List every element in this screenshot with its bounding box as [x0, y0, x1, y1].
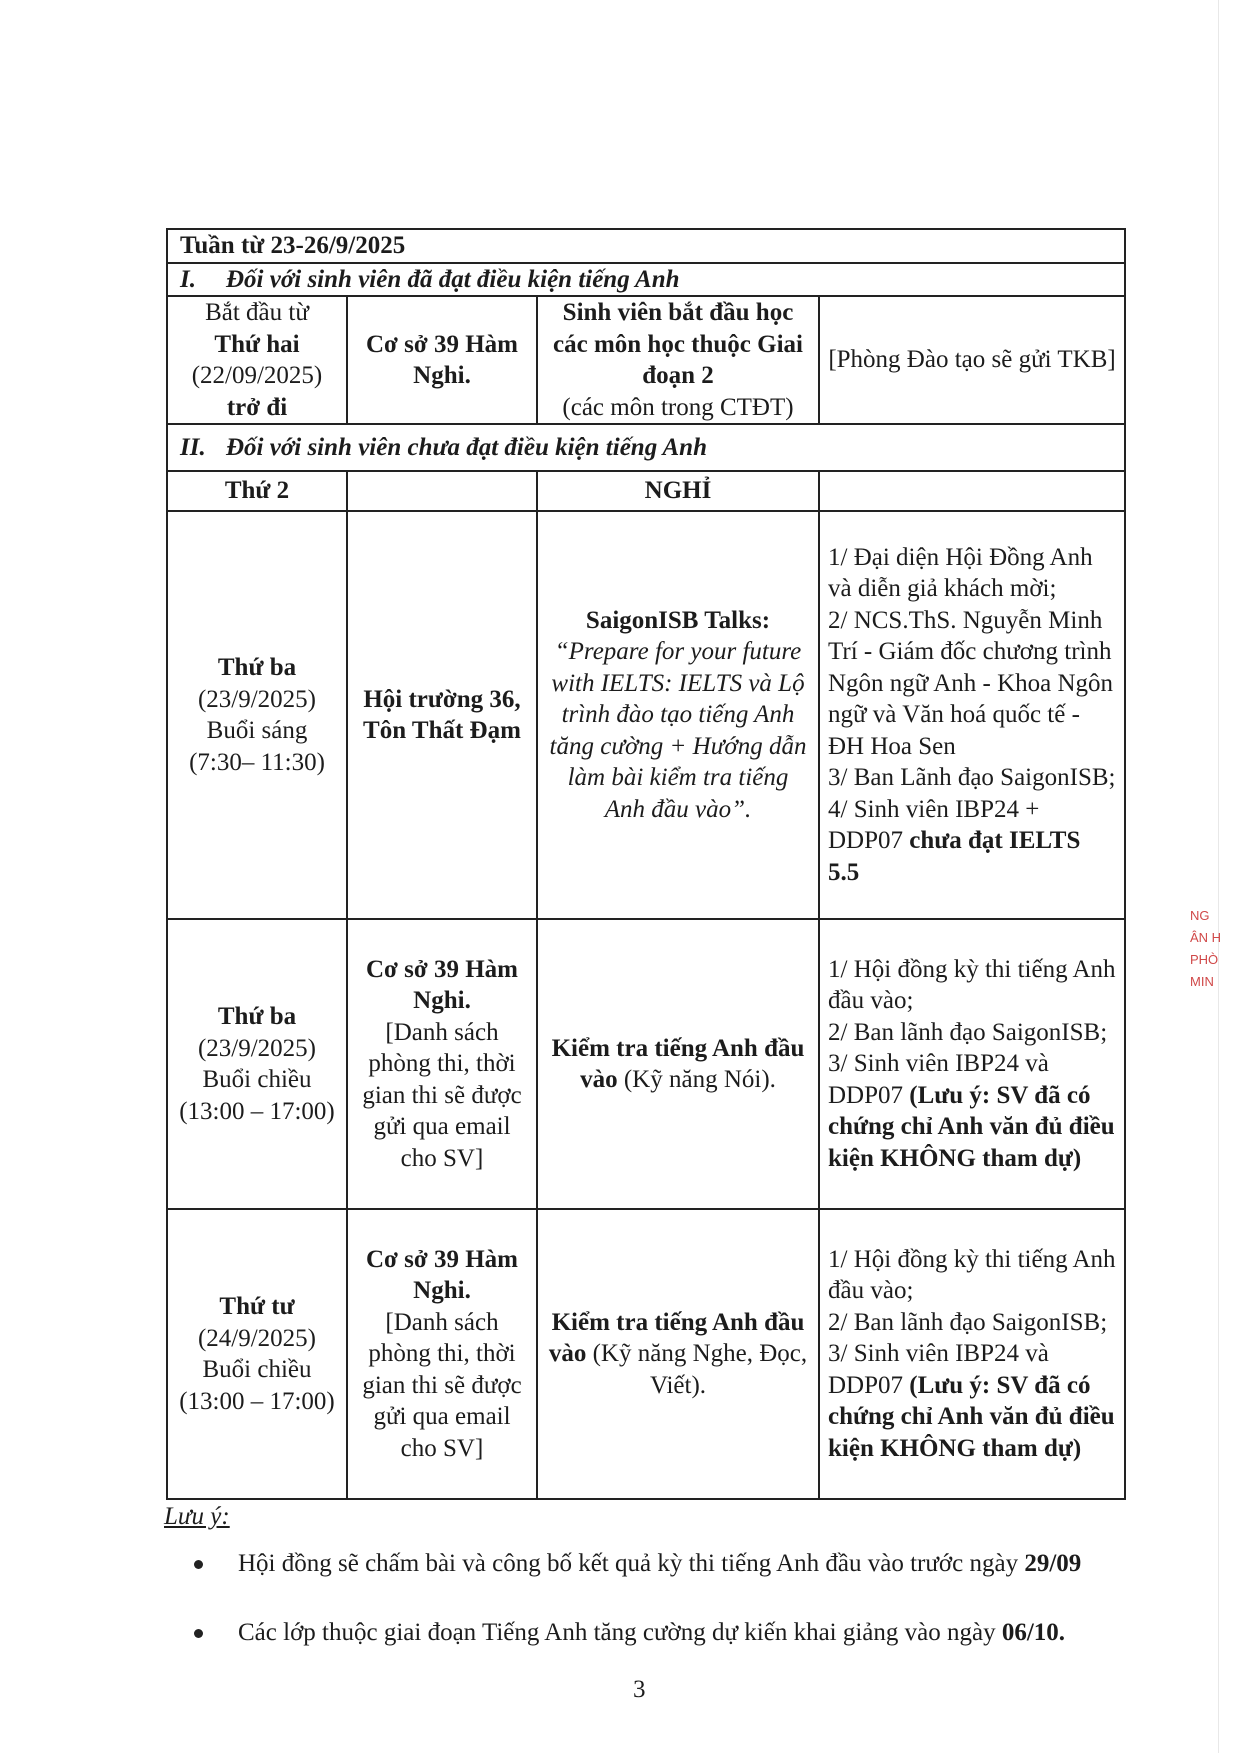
row-tuesday-morning	[167, 511, 1125, 919]
wed-pm-day: Thứ tư	[219, 1293, 295, 1320]
tue-am-content-cell	[537, 511, 819, 919]
wed-pm-session: Buổi chiều	[202, 1356, 312, 1383]
row1-place: Cơ sở 39 Hàm Nghi.	[347, 296, 537, 424]
week-row	[167, 229, 1125, 263]
bullet-item-results	[206, 1548, 1081, 1579]
tue-pm-participant-2: 2/ Ban lãnh đạo SaigonISB;	[828, 1018, 1108, 1046]
wed-pm-participant-3	[828, 1338, 1116, 1464]
row1-content-bold: Sinh viên bắt đầu học các môn học thuộc Giai đoạn 2	[553, 299, 803, 389]
tue-am-participant-4-bold: chưa đạt IELTS 5.5	[828, 827, 1081, 886]
bullet-dot-icon	[194, 1629, 203, 1638]
tue-am-participant-1: 1/ Đại diện Hội Đồng Anh và diễn giả khách mời;	[828, 543, 1093, 603]
row1-onward: trở đi	[226, 393, 288, 421]
section-2-row	[167, 424, 1125, 471]
row-monday	[167, 471, 1125, 511]
wed-pm-participant-3-text: 3/ Sinh viên IBP24 và DDP07	[828, 1340, 1049, 1399]
tue-pm-participant-3-note: (Lưu ý: SV đã có chứng chỉ Anh văn đủ điều kiện KHÔNG tham dự)	[828, 1081, 1115, 1172]
tue-pm-date: (23/9/2025)	[197, 1034, 317, 1062]
section-2-number: II.	[180, 433, 206, 461]
wed-pm-participant-2: 2/ Ban lãnh đạo SaigonISB;	[828, 1308, 1108, 1336]
row1-content-note: (các môn trong CTĐT)	[562, 393, 794, 421]
bullet-item-classes	[206, 1617, 1065, 1648]
row1-time-start: Bắt đầu từ	[205, 299, 309, 326]
wed-pm-content-cell	[537, 1209, 819, 1499]
tue-pm-place-cell	[347, 919, 537, 1209]
wed-pm-time-cell	[167, 1209, 347, 1499]
note-label: Lưu ý:	[164, 1503, 230, 1530]
section-1-number: I.	[180, 265, 196, 293]
row-wednesday-afternoon	[167, 1209, 1125, 1499]
tue-pm-content-cell	[537, 919, 819, 1209]
tue-am-date: (23/9/2025)	[197, 685, 317, 713]
row-tuesday-afternoon	[167, 919, 1125, 1209]
bullet-text-classes	[206, 1619, 1065, 1646]
tue-pm-place-note: [Danh sách phòng thi, thời gian thi sẽ được gửi qua email cho SV]	[362, 1018, 522, 1172]
wed-pm-participants	[819, 1209, 1125, 1499]
tue-am-content-quote: “Prepare for your future with IELTS: IELTS và Lộ trình đào tạo tiếng Anh tăng cường + Hướng dẫn làm bài kiểm tra tiếng Anh đầu vào”.	[549, 638, 807, 823]
bullet-classes-date: 06/10.	[1001, 1619, 1066, 1646]
tue-am-day: Thứ ba	[217, 654, 297, 681]
wed-pm-content-title: Kiểm tra tiếng Anh đầu vào	[548, 1308, 805, 1368]
row1-date: (22/09/2025)	[191, 362, 323, 389]
monday-day: Thứ 2	[167, 471, 347, 511]
wed-pm-participant-1: 1/ Hội đồng kỳ thi tiếng Anh đầu vào;	[828, 1245, 1116, 1305]
stamp-line-1: NG	[1190, 908, 1210, 923]
row1-day: Thứ hai	[214, 330, 300, 358]
section-1-title: Đối với sinh viên đã đạt điều kiện tiếng Anh	[226, 265, 680, 293]
tue-pm-time-cell	[167, 919, 347, 1209]
red-stamp-fragment	[1190, 905, 1230, 1125]
tue-pm-participant-1: 1/ Hội đồng kỳ thi tiếng Anh đầu vào;	[828, 955, 1116, 1015]
stamp-line-2: ÂN H	[1190, 930, 1222, 945]
row-enrolled-students	[167, 296, 1125, 424]
page-edge-line	[1218, 0, 1219, 1753]
tue-pm-participant-3	[828, 1048, 1116, 1174]
bullet-classes-text: Các lớp thuộc giai đoạn Tiếng Anh tăng cường dự kiến khai giảng vào ngày	[238, 1619, 1002, 1646]
tue-am-participants	[819, 511, 1125, 919]
bullet-text-results	[206, 1550, 1081, 1577]
tue-pm-session: Buổi chiều	[202, 1066, 312, 1093]
section-1-row	[167, 263, 1125, 297]
tue-pm-time: (13:00 – 17:00)	[179, 1097, 335, 1125]
wed-pm-participant-3-note: (Lưu ý: SV đã có chứng chỉ Anh văn đủ điều kiện KHÔNG tham dự)	[828, 1371, 1115, 1462]
tue-am-time: (7:30– 11:30)	[189, 748, 325, 776]
tue-am-session: Buổi sáng	[206, 717, 308, 744]
monday-place	[347, 471, 537, 511]
tue-am-participant-3: 3/ Ban Lãnh đạo SaigonISB;	[828, 764, 1116, 792]
tue-am-participant-2: 2/ NCS.ThS. Nguyễn Minh Trí - Giám đốc chương trình Ngôn ngữ Anh - Khoa Ngôn ngữ và Văn hoá quốc tế - ĐH Hoa Sen	[828, 606, 1114, 760]
tue-pm-place: Cơ sở 39 Hàm Nghi.	[366, 955, 518, 1015]
tue-pm-content-title: Kiểm tra tiếng Anh đầu vào	[551, 1034, 805, 1093]
tue-pm-content-skill: (Kỹ năng Nói).	[617, 1066, 776, 1093]
bullet-results-date: 29/09	[1024, 1550, 1082, 1577]
wed-pm-time: (13:00 – 17:00)	[179, 1387, 335, 1415]
tue-am-place: Hội trường 36, Tôn Thất Đạm	[347, 511, 537, 919]
section-1-heading	[167, 263, 1125, 297]
stamp-line-3: PHÒ	[1190, 952, 1219, 967]
tue-pm-participant-3-text: 3/ Sinh viên IBP24 và DDP07	[828, 1050, 1049, 1109]
bullet-results-text: Hội đồng sẽ chấm bài và công bố kết quả kỳ thi tiếng Anh đầu vào trước ngày	[238, 1550, 1025, 1577]
bullet-dot-icon	[194, 1560, 203, 1569]
week-title: Tuần từ 23-26/9/2025	[167, 229, 1125, 263]
wed-pm-date: (24/9/2025)	[197, 1324, 317, 1352]
wed-pm-content-skill: (Kỹ năng Nghe, Đọc, Viết).	[586, 1340, 808, 1399]
tue-pm-day: Thứ ba	[217, 1003, 297, 1030]
tue-pm-participants	[819, 919, 1125, 1209]
section-2-heading	[167, 424, 1125, 471]
tue-am-content-title: SaigonISB Talks:	[585, 606, 771, 634]
stamp-line-4: MIN	[1190, 974, 1214, 989]
wed-pm-place-cell	[347, 1209, 537, 1499]
tue-am-time-cell	[167, 511, 347, 919]
monday-content: NGHỈ	[537, 471, 819, 511]
page-number: 3	[633, 1676, 646, 1703]
row1-time-cell	[167, 296, 347, 424]
tue-am-participant-4-text: 4/ Sinh viên IBP24 + DDP07	[828, 795, 1040, 855]
tue-am-participant-4	[828, 794, 1116, 889]
row1-participants: [Phòng Đào tạo sẽ gửi TKB]	[819, 296, 1125, 424]
wed-pm-place-note: [Danh sách phòng thi, thời gian thi sẽ được gửi qua email cho SV]	[362, 1308, 522, 1462]
section-2-title: Đối với sinh viên chưa đạt điều kiện tiếng Anh	[226, 433, 707, 461]
wed-pm-place: Cơ sở 39 Hàm Nghi.	[366, 1245, 518, 1305]
monday-participants	[819, 471, 1125, 511]
schedule-table	[166, 228, 1124, 1500]
row1-content-cell	[537, 296, 819, 424]
